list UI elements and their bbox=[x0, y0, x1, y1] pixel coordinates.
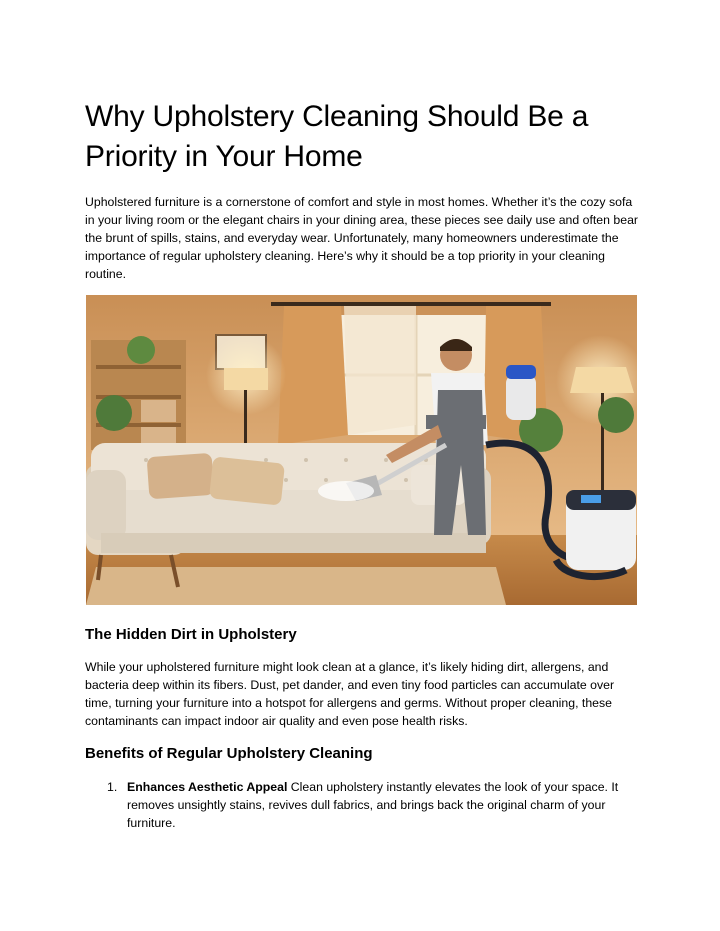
intro-paragraph: Upholstered furniture is a cornerstone of comfort and style in most homes. Whether it’s the cozy sofa in your living room or the elegant chairs in your dining area, these pieces see daily use and often bear the brunt of spills, stains, and everyday wear. Unfortunately, many homeowners underestimate the importance of regular upholstery cleaning. Here’s why it should be a top priority in your cleaning routine. bbox=[85, 195, 639, 281]
list-item-label: Enhances Aesthetic Appeal bbox=[127, 780, 288, 794]
list-item-text: Clean upholstery instantly elevates the look of your space. It removes unsightly stains, revives dull fabrics, and brings back the original charm of your furniture. bbox=[127, 780, 619, 830]
living-room-illustration bbox=[86, 295, 637, 605]
benefits-list bbox=[107, 778, 637, 832]
section-heading-hidden-dirt: The Hidden Dirt in Upholstery bbox=[85, 626, 297, 643]
section-heading-benefits: Benefits of Regular Upholstery Cleaning bbox=[85, 745, 373, 762]
page-title: Why Upholstery Cleaning Should Be a Priority in Your Home bbox=[85, 100, 589, 173]
list-item bbox=[107, 778, 637, 832]
hidden-dirt-paragraph: While your upholstered furniture might look clean at a glance, it’s likely hiding dirt, allergens, and bacteria deep within its fibers. Dust, pet dander, and even tiny food particles can accumulate over time, turning your furniture into a hotspot for allergens and germs. Without proper cleaning, these contaminants can impact indoor air quality and even pose health risks. bbox=[85, 660, 615, 728]
hero-image bbox=[86, 295, 637, 605]
list-item-number: 1. bbox=[107, 780, 118, 794]
